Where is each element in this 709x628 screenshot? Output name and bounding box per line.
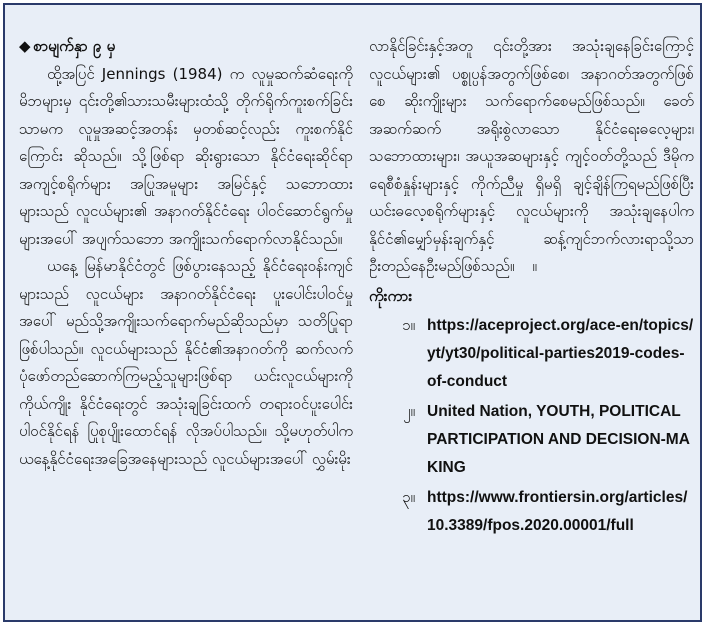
reference-number: ၁။ bbox=[402, 316, 415, 334]
end-mark: ။ bbox=[532, 257, 537, 275]
reference-number: ၂။ bbox=[403, 402, 415, 420]
reference-text: https://aceproject.org/ace-en/topics/yt/yt30/political-parties2019-codes-of-conduct bbox=[427, 317, 694, 390]
reference-item bbox=[369, 484, 694, 540]
article-box bbox=[3, 3, 702, 622]
continued-heading-text: စာမျက်နှာ ၉ မှ bbox=[33, 37, 116, 55]
body-paragraph-continued: လာနိုင်ခြင်းနှင့်အတူ ၎င်းတို့အား အသုံးချနေခြင်းကြောင့် လူငယ်များ၏ ပစ္စုပ္ပန်အတွက်ဖြစ်စေ၊ အနာဂတ်အတွက်ဖြစ်စေ ဆိုးကျိုးများ သက်ရောက်စေမည်ဖြစ်သည်။ ခေတ်အဆက်ဆက် အရိုးစွဲလာသော နိုင်ငံရေးဓလေ့များ၊ သဘောထားများ၊ အယူအဆများနှင့် ကျင့်ဝတ်တို့သည် ဒီမိုကရေစီစံနှုန်းများနှင့် ကိုက်ညီမှု ရှိမရှိ ချင့်ချိန်ကြရမည်ဖြစ်ပြီး ယင်းဓလေ့စရိုက်များနှင့် လူငယ်များကို အသုံးချနေပါက နိုင်ငံ၏မျှော်မှန်းချက်နှင့် ဆန့်ကျင်ဘက်လားရာသို့သာ ဦးတည်နေဦးမည်ဖြစ်သည်။ ။ bbox=[369, 33, 694, 281]
reference-text: https://www.frontiersin.org/articles/10.3389/fpos.2020.00001/full bbox=[427, 489, 688, 534]
reference-text: United Nation, YOUTH, POLITICAL PARTICIPATION AND DECISION-MAKING bbox=[427, 403, 690, 476]
references-title: ကိုးကား bbox=[369, 286, 413, 305]
reference-item bbox=[369, 312, 694, 396]
diamond-icon: ◆ bbox=[19, 37, 31, 55]
left-column bbox=[19, 33, 353, 473]
body-paragraph: ထို့အပြင် Jennings (1984) က လူမှုဆက်ဆံရေးကို မိဘများမှ ၎င်းတို့၏သားသမီးများထံသို့ တိုက်ရိုက်ကူးစက်ခြင်းသာမက လူမှုအဆင့်အတန်း မှတစ်ဆင့်လည်း ကူးစက်နိုင်ကြောင်း ဆိုသည်။ သို့ဖြစ်ရာ ဆိုးရွားသော နိုင်ငံရေးဆိုင်ရာအကျင့်စရိုက်များ အပြုအမူများ အမြင်နှင့် သဘောထားများသည် လူငယ်များ၏ အနာဂတ်နိုင်ငံရေး ပါဝင်ဆောင်ရွက်မှုများအပေါ် အပျက်သဘော အကျိုးသက်ရောက်လာနိုင်သည်။ bbox=[19, 64, 353, 248]
continued-heading bbox=[19, 33, 353, 61]
reference-number: ၃။ bbox=[402, 488, 415, 506]
reference-item bbox=[369, 398, 694, 482]
body-paragraph: ယနေ့ မြန်မာနိုင်ငံတွင် ဖြစ်ပွားနေသည့် နိုင်ငံရေးဝန်းကျင်များသည် လူငယ်များ အနာဂတ်နိုင်ငံရေး ပူးပေါင်းပါဝင်မှုအပေါ် မည်သို့အကျိုးသက်ရောက်မည်ဆိုသည်မှာ သတိပြုရာဖြစ်ပါသည်။ လူငယ်များသည် နိုင်ငံ၏အနာဂတ်ကို ဆက်လက်ပုံဖော်တည်ဆောက်ကြမည့်သူများဖြစ်ရာ ယင်းလူငယ်များကို ကိုယ်ကျိုး နိုင်ငံရေးတွင် အသုံးချခြင်းထက် တရားဝင်ပူးပေါင်းပါဝင်နိုင်ရန် ပြုစုပျိုးထောင်ရန် လိုအပ်ပါသည်။ သို့မဟုတ်ပါက ယနေ့နိုင်ငံရေးအခြေအနေများသည် လူငယ်များအပေါ် လွှမ်းမိုး bbox=[19, 257, 353, 468]
right-column bbox=[369, 33, 694, 540]
